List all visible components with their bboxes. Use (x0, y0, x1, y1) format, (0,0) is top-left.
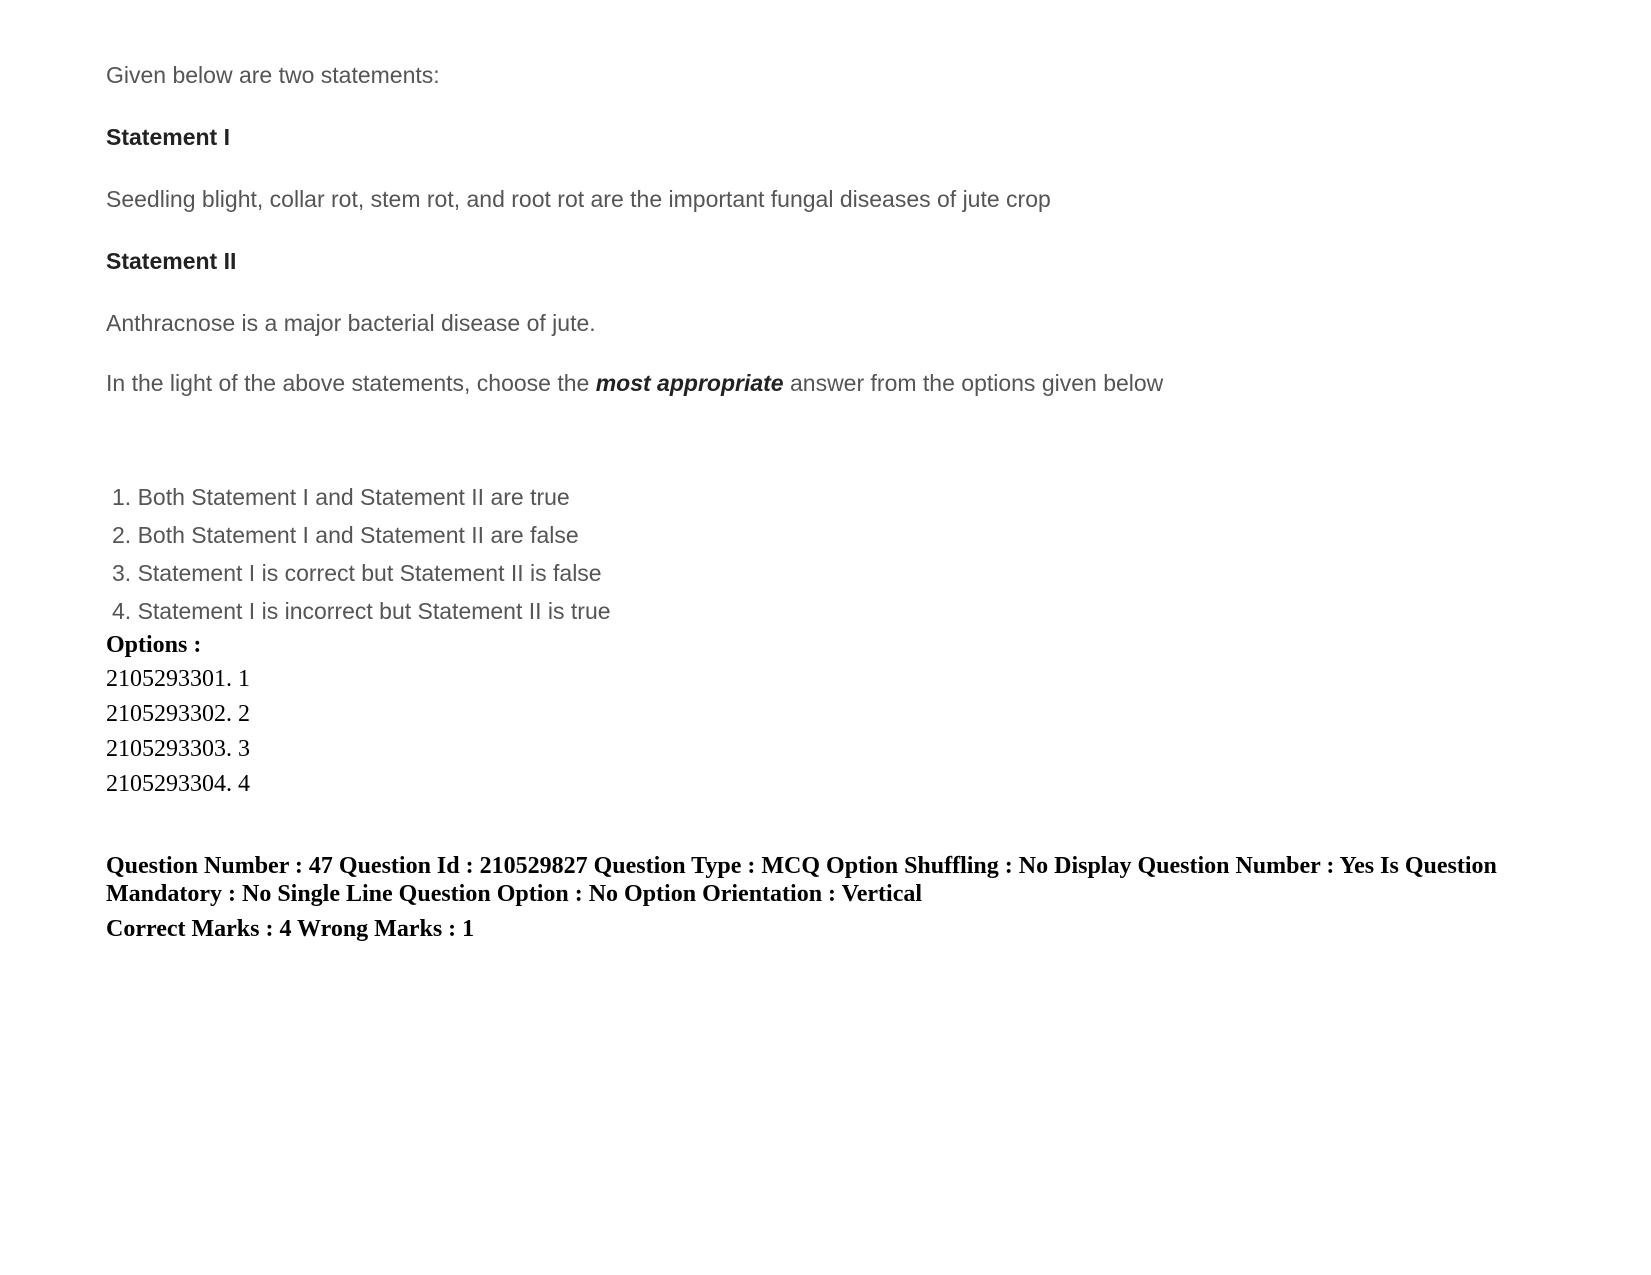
option-id-item: 2105293301. 1 (106, 666, 250, 692)
answer-choice: 2. Both Statement I and Statement II are false (112, 522, 579, 548)
instruction-emphasis: most appropriate (595, 370, 784, 396)
statement-2-heading: Statement II (106, 248, 237, 274)
answer-choice: 4. Statement I is incorrect but Statement II is true (112, 598, 611, 624)
option-id-list (106, 662, 250, 802)
options-heading: Options : (106, 632, 202, 658)
next-question-meta: Question Number : 47 Question Id : 210529827 Question Type : MCQ Option Shuffling : No Display Question Number : Yes Is Question Mandatory : No Single Line Question Option : No Option Orientation : Vertical (106, 853, 1497, 907)
answer-choice-list (112, 478, 611, 630)
statement-1-heading: Statement I (106, 124, 230, 150)
option-id-item: 2105293302. 2 (106, 701, 250, 727)
instruction-text-before: In the light of the above statements, choose the (106, 370, 596, 396)
statement-1-text: Seedling blight, collar rot, stem rot, and root rot are the important fungal diseases of jute crop (106, 186, 1051, 212)
instruction-text-after: answer from the options given below (783, 370, 1164, 396)
answer-choice: 3. Statement I is correct but Statement II is false (112, 560, 602, 586)
option-id-item: 2105293304. 4 (106, 771, 250, 797)
statement-2-text: Anthracnose is a major bacterial disease of jute. (106, 310, 596, 336)
next-question-marks: Correct Marks : 4 Wrong Marks : 1 (106, 916, 475, 942)
answer-choice: 1. Both Statement I and Statement II are true (112, 484, 570, 510)
instruction-paragraph (106, 364, 1166, 402)
option-id-item: 2105293303. 3 (106, 736, 250, 762)
question-intro: Given below are two statements: (106, 62, 440, 88)
